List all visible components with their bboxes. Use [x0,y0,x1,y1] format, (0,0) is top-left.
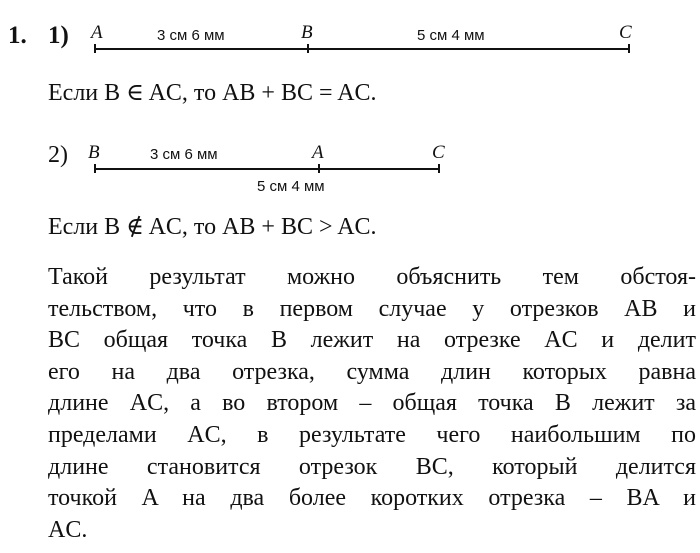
tick-c2 [438,164,440,173]
explanation-line: Такой результат можно объяснить тем обстоя- [48,264,696,290]
tick-b2 [94,164,96,173]
point-label-c: C [619,22,632,43]
explanation-line: BC общая точка B лежит на отрезке AC и делит [48,327,696,354]
tick-c [628,44,630,53]
tick-a2 [318,164,320,173]
explanation-line: пределами AC, в результате чего наибольшим по [48,421,696,448]
segment-label-bc: 5 см 4 мм [417,27,485,44]
explanation-line: длине AC, а во втором – общая точка B лежит за [48,390,696,417]
explanation-line: его на два отрезка, сумма длин которых равна [48,358,696,385]
point-label-c2: C [432,142,445,163]
tick-b [307,44,309,53]
segment-label-ba: 3 см 6 мм [150,146,218,163]
segment-label-ac: 5 см 4 мм [257,178,325,195]
segment-label-ab: 3 см 6 мм [157,27,225,44]
explanation-line: тельством, что в первом случае у отрезков AB и [48,295,696,322]
point-label-a2: A [312,142,324,163]
part1-label: 1) [48,22,69,49]
problem-number: 1. [8,22,27,49]
part2-statement: Если B ∉ AC, то AB + BC > AC. [48,214,377,240]
point-label-b: B [301,22,313,43]
explanation-line: AC. [48,516,88,543]
point-label-b2: B [88,142,100,163]
segment-ac-line [94,48,630,50]
explanation-paragraph [48,262,696,546]
part1-statement: Если B ∈ AC, то AB + BC = AC. [48,80,377,106]
explanation-line: точкой A на два более коротких отрезка – BA и [48,485,696,512]
segment-bc-line [94,168,440,170]
explanation-line: длине становится отрезок BC, который делится [48,453,696,480]
part2-label: 2) [48,142,68,168]
tick-a [94,44,96,53]
point-label-a: A [91,22,103,43]
